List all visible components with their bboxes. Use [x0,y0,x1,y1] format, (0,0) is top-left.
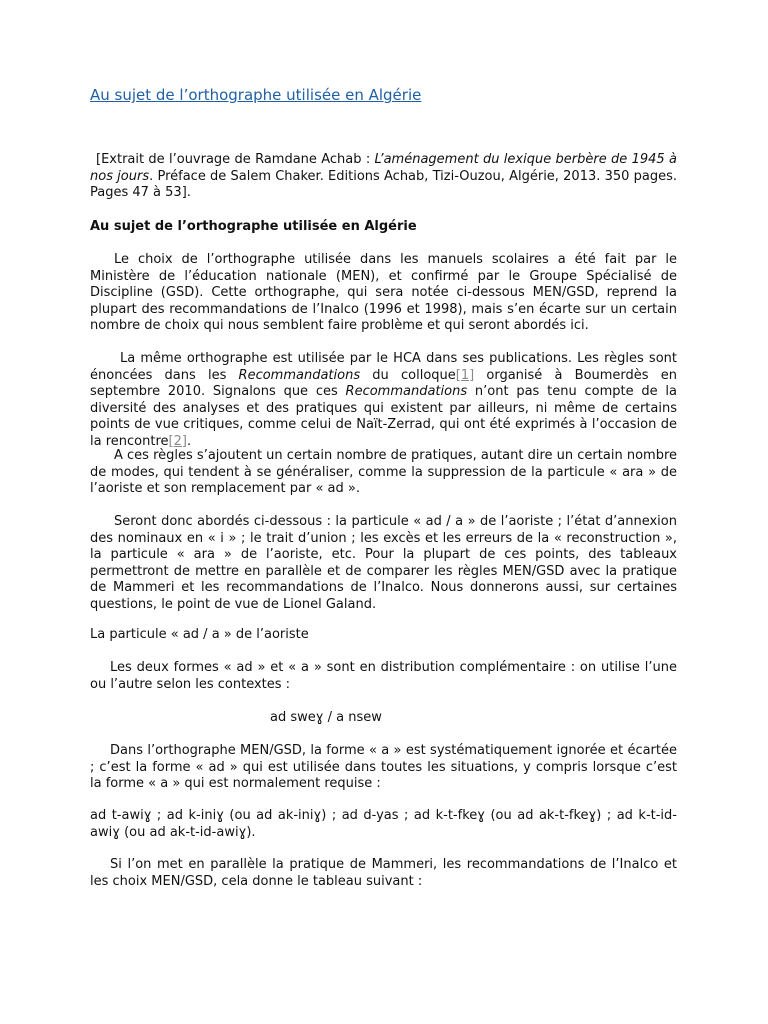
citation-prefix: [Extrait de l’ouvrage de Ramdane Achab : [96,152,375,167]
p2-text-a: La même orthographe est utilisée par le HCA dans ses publications. Les règles sont énoncées dans les [90,351,677,383]
p2-text-g: . [186,433,192,449]
citation-book-title: L’aménagement du lexique berbère de 1945 à nos jours [90,152,677,184]
paragraph-9: Si l’on met en parallèle la pratique de Mammeri, les recommandations de l’Inalco et les choix MEN/GSD, cela donne le tableau suivant : [90,857,677,889]
page-title[interactable]: Au sujet de l’orthographe utilisée en Algérie [90,86,422,104]
citation-paragraph [90,152,677,202]
paragraph-1: Le choix de l’orthographe utilisée dans les manuels scolaires a été fait par le Ministère de l’éducation nationale (MEN), et confirmé par le Groupe Spécialisé de Discipline (GSD). Cette orthographe, qui sera notée ci-dessous MEN/GSD, reprend la plupart des recommandations de l’Inalco (1996 et 1998), mais s’en écarte sur un certain nombre de choix qui nous semblent faire problème et qui seront abordés ici. [90,252,677,333]
p2-recommandations-1: Recommandations [238,367,361,383]
p2-text-d: organisé à Boumerdès en septembre 2010. Signalons que ces [90,367,677,399]
paragraph-7: Dans l’orthographe MEN/GSD, la forme « a » est systématiquement ignorée et écartée ; c’est la forme « ad » qui est utilisée dans toutes les situations, y compris lorsque c’est la forme « a » qui est normalement requise : [90,743,677,791]
p2-text-f: n’ont pas tenu compte de la diversité des analyses et des pratiques qui existent par ailleurs, ni même de certains points de vue critiques, comme celui de Naït-Zerrad, qui ont été exprimés à l’occasion de la rencontre [90,384,677,449]
citation-suffix: . Préface de Salem Chaker. Editions Achab, Tizi-Ouzou, Algérie, 2013. 350 pages. Pages 47 à 53]. [90,168,677,200]
footnote-link-1[interactable]: [1] [455,367,475,383]
paragraph-4: Seront donc abordés ci-dessous : la particule « ad / a » de l’aoriste ; l’état d’annexion des nominaux en « i » ; le trait d’union ; les excès et les erreurs de la « reconstruction », la particule « ara » de l’aoriste, etc. Pour la plupart de ces points, des tableaux permettront de mettre en parallèle et de comparer les règles MEN/GSD avec la pratique de Mammeri et les recommandations de l’Inalco. Nous donnerons aussi, sur certaines questions, le point de vue de Lionel Galand. [90,514,677,612]
example-line: ad sweɣ / a nsew [270,710,382,725]
paragraph-2 [90,351,677,450]
p2-recommandations-2: Recommandations [345,384,468,399]
section-heading: Au sujet de l’orthographe utilisée en Algérie [90,219,417,234]
p2-text-c: du colloque [360,367,456,383]
subsection-heading: La particule « ad / a » de l’aoriste [90,627,309,642]
paragraph-3: A ces règles s’ajoutent un certain nombre de pratiques, autant dire un certain nombre de modes, qui tendent à se généraliser, comme la suppression de la particule « ara » de l’aoriste et son remplacement par « ad ». [90,448,677,496]
paragraph-8-examples: ad t-awiɣ ; ad k-iniɣ (ou ad ak-iniɣ) ; ad d-yas ; ad k-t-fkeɣ (ou ad ak-t-fkeɣ) ; ad k-t-id-awiɣ (ou ad ak-t-id-awiɣ). [90,808,677,840]
paragraph-6: Les deux formes « ad » et « a » sont en distribution complémentaire : on utilise l’une ou l’autre selon les contextes : [90,660,677,692]
footnote-link-2[interactable]: [2] [168,433,187,449]
